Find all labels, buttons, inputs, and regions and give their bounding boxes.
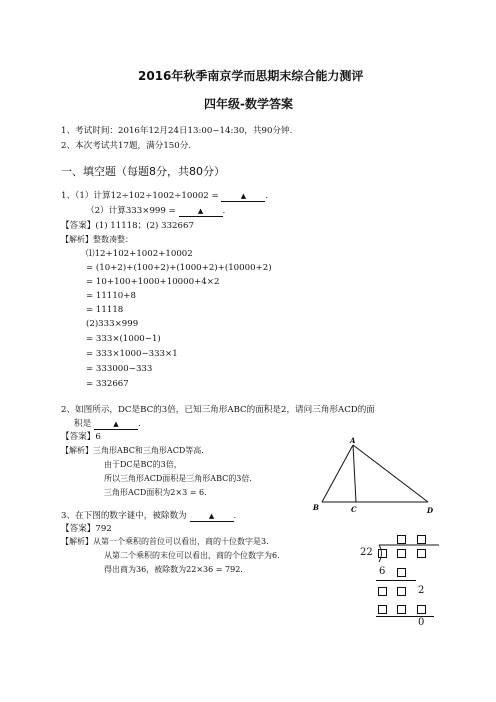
- vertex-label-d: D: [427, 506, 434, 515]
- answer-blank: [179, 207, 223, 217]
- q1-step: = 333000−333: [86, 364, 153, 374]
- period: .: [222, 206, 226, 216]
- triangle-figure: [310, 436, 440, 518]
- q1-step: = 11118: [86, 305, 124, 315]
- quotient-digit-box: [397, 535, 406, 544]
- q1-analysis-label: 【解析】整数凑整：: [61, 235, 133, 244]
- answer-blank: [94, 420, 138, 430]
- answer-blank: [190, 512, 234, 522]
- q1-answer: 【答案】(1) 11118；(2) 332667: [61, 221, 194, 231]
- q1-step: = 333×1000−333×1: [86, 349, 178, 359]
- final-remainder-0: 0: [418, 617, 425, 628]
- q1-step: = 332667: [86, 379, 129, 389]
- q3-analysis-line: 【解析】从第一个乘积的首位可以看出，商的十位数字是3.: [61, 537, 269, 546]
- q1-part1-text: 1、（1）计算12÷102÷1002÷10002 =: [61, 191, 219, 201]
- q1-part2: [86, 206, 225, 217]
- page-subtitle: 四年级-数学答案: [204, 97, 293, 111]
- period: .: [137, 419, 141, 429]
- q1-part2-text: （2）计算333×999 =: [86, 206, 176, 216]
- page-title: 2016年秋季南京学而思期末综合能力测评: [138, 69, 364, 83]
- answer-blank: [221, 192, 265, 202]
- q3-question-text: 3、在下图的数字谜中，被除数为: [61, 511, 187, 521]
- q2-analysis-line: 三角形ACD面积为2×3 = 6.: [104, 488, 207, 497]
- q1-step: = 11110+8: [86, 291, 136, 301]
- q1-step: = (10+2)+(100+2)+(1000+2)+(10000+2): [86, 263, 272, 273]
- blank-marker: ▲: [240, 192, 247, 200]
- product-digit-6: 6: [379, 566, 386, 577]
- q2-question-text: 积是: [74, 419, 92, 429]
- division-rule: [376, 616, 434, 617]
- vertex-label-c: C: [351, 505, 357, 514]
- note-exam-time: 1、考试时间：2016年12月24日13:00~14:30，共90分钟.: [61, 126, 293, 136]
- division-rule: [376, 580, 416, 581]
- remainder-digit-box: [378, 587, 387, 596]
- q2-question: 2、如图所示，DC是BC的3倍，已知三角形ABC的面积是2，请问三角形ACD的面: [61, 405, 375, 415]
- q1-step: = 333×(1000−1): [86, 334, 161, 344]
- vertex-label-a: A: [350, 436, 356, 445]
- product-digit-box: [397, 568, 406, 577]
- product-digit-box: [378, 605, 387, 614]
- q1-step: ⑴12+102+1002+10002: [86, 249, 193, 259]
- blank-marker: ▲: [197, 207, 204, 215]
- q3-analysis-line: 从第二个乘积的末位可以看出，商的个位数字为6.: [104, 551, 280, 560]
- product-digit-box: [417, 605, 426, 614]
- blank-marker: ▲: [113, 420, 119, 428]
- quotient-digit-box: [417, 535, 426, 544]
- divisor: 22: [360, 547, 373, 558]
- blank-marker: ▲: [208, 512, 215, 520]
- q2-question-cont: [74, 419, 141, 430]
- vertex-label-b: B: [313, 503, 319, 512]
- q3-answer: 【答案】792: [61, 524, 112, 534]
- note-question-count: 2、本次考试共17题，满分150分.: [61, 141, 192, 151]
- dividend-digit-box: [397, 549, 406, 558]
- product-digit-box: [397, 605, 406, 614]
- q3-analysis-line: 得出商为36，被除数为22×36 = 792.: [104, 565, 243, 574]
- q1-step: (2)333×999: [86, 319, 139, 329]
- q2-analysis-line: 【解析】三角形ABC和三角形ACD等高.: [61, 446, 204, 455]
- remainder-digit-2: 2: [418, 585, 425, 596]
- q2-analysis-line: 由于DC是BC的3倍，: [104, 460, 182, 469]
- period: .: [233, 511, 237, 521]
- q3-question: [61, 511, 236, 522]
- triangle-lines: [322, 445, 428, 502]
- dividend-digit-box: [378, 549, 387, 558]
- q1-step: = 10+100+1000+10000+4×2: [86, 277, 220, 287]
- remainder-digit-box: [397, 587, 406, 596]
- q2-analysis-line: 所以三角形ACD面积是三角形ABC的3倍.: [104, 474, 252, 483]
- period: .: [265, 191, 269, 201]
- division-puzzle: [360, 531, 450, 661]
- q1-part1: [61, 191, 268, 202]
- q2-answer: 【答案】6: [61, 432, 101, 442]
- section-heading-fill-blank: 一、填空题（每题8分，共80分）: [61, 165, 225, 178]
- dividend-digit-box: [417, 549, 426, 558]
